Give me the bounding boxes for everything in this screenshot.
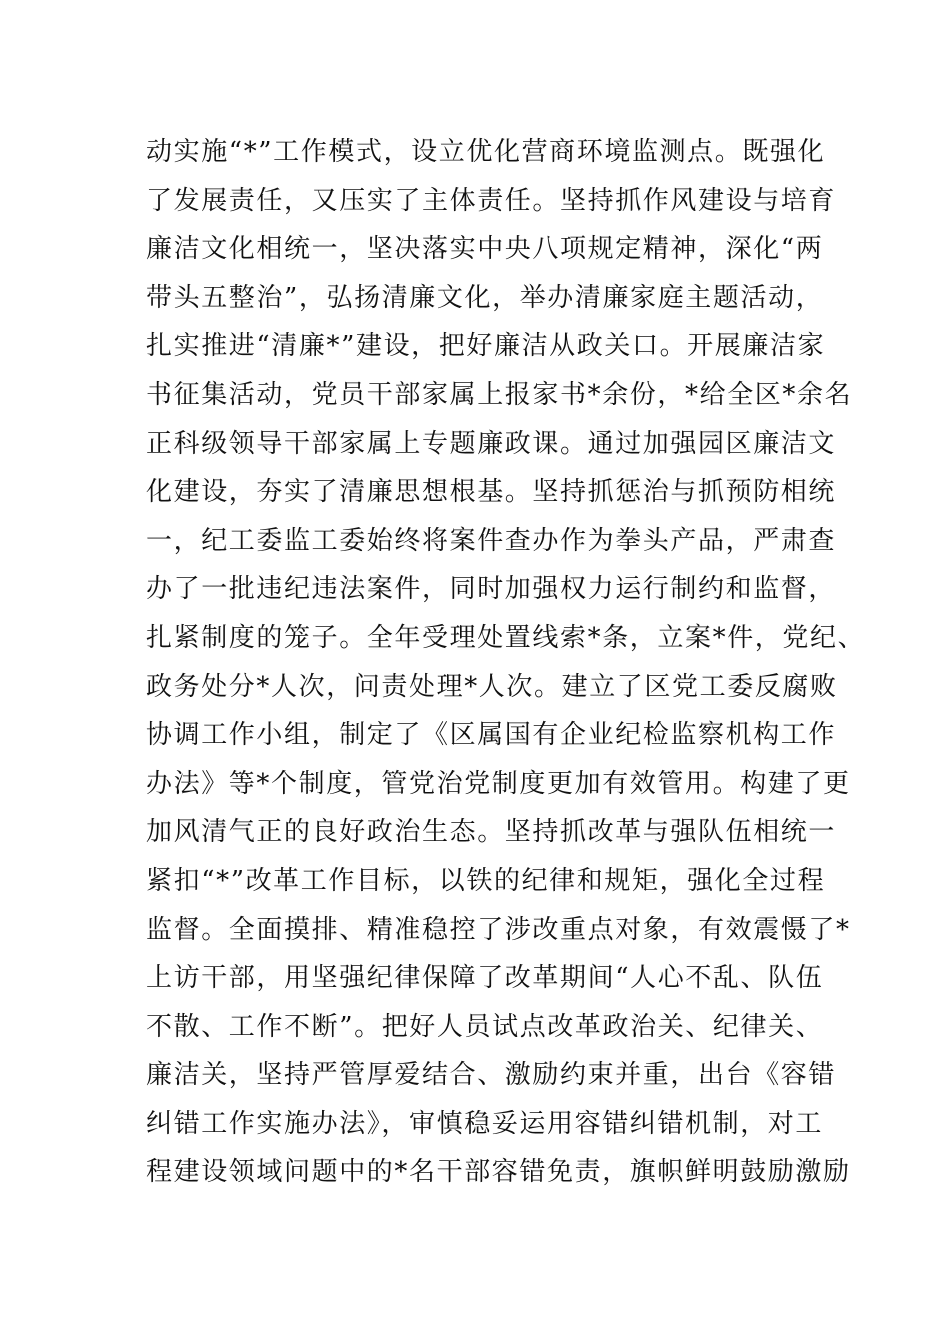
text-line-6: 书征集活动，党员干部家属上报家书*余份，*给全区*余名 [146, 379, 853, 410]
text-line-7: 正科级领导干部家属上专题廉政课。通过加强园区廉洁文 [146, 428, 837, 459]
text-line-9: 一，纪工委监工委始终将案件查办作为拳头产品，严肃查 [146, 525, 837, 556]
text-line-2: 了发展责任，又压实了主体责任。坚持抓作风建设与培育 [146, 185, 837, 216]
text-line-14: 办法》等*个制度，管党治党制度更加有效管用。构建了更 [146, 768, 851, 799]
text-line-21: 纠错工作实施办法》，审慎稳妥运用容错纠错机制，对工 [146, 1108, 824, 1139]
text-line-12: 政务处分*人次，问责处理*人次。建立了区党工委反腐败 [146, 671, 838, 702]
text-line-1: 动实施“*”工作模式，设立优化营商环境监测点。既强化 [146, 137, 826, 167]
text-line-10: 办了一批违纪违法案件，同时加强权力运行制约和监督， [146, 574, 837, 605]
text-line-3: 廉洁文化相统一，坚决落实中央八项规定精神，深化“两 [146, 234, 824, 265]
text-line-16: 紧扣“*”改革工作目标，以铁的纪律和规矩，强化全过程 [146, 865, 826, 896]
text-line-18: 上访干部，用坚强纪律保障了改革期间“人心不乱、队伍 [146, 963, 824, 994]
text-line-11: 扎紧制度的笼子。全年受理处置线索*条，立案*件，党纪、 [146, 622, 866, 653]
text-line-8: 化建设，夯实了清廉思想根基。坚持抓惩治与抓预防相统 [146, 477, 837, 508]
text-line-13: 协调工作小组，制定了《区属国有企业纪检监察机构工作 [146, 720, 837, 751]
text-line-20: 廉洁关，坚持严管厚爱结合、激励约束并重，出台《容错 [146, 1060, 837, 1091]
body-text [146, 128, 866, 1197]
text-line-22: 程建设领域问题中的*名干部容错免责，旗帜鲜明鼓励激励 [146, 1157, 851, 1188]
text-line-17: 监督。全面摸排、精准稳控了涉改重点对象，有效震慑了* [146, 914, 851, 945]
text-line-19: 不散、工作不断”。把好人员试点改革政治关、纪律关、 [146, 1011, 824, 1042]
text-line-15: 加风清气正的良好政治生态。坚持抓改革与强队伍相统一 [146, 817, 837, 848]
text-line-5: 扎实推进“清廉*”建设，把好廉洁从政关口。开展廉洁家 [146, 331, 826, 362]
text-line-4: 带头五整治”，弘扬清廉文化，举办清廉家庭主题活动， [146, 282, 824, 313]
